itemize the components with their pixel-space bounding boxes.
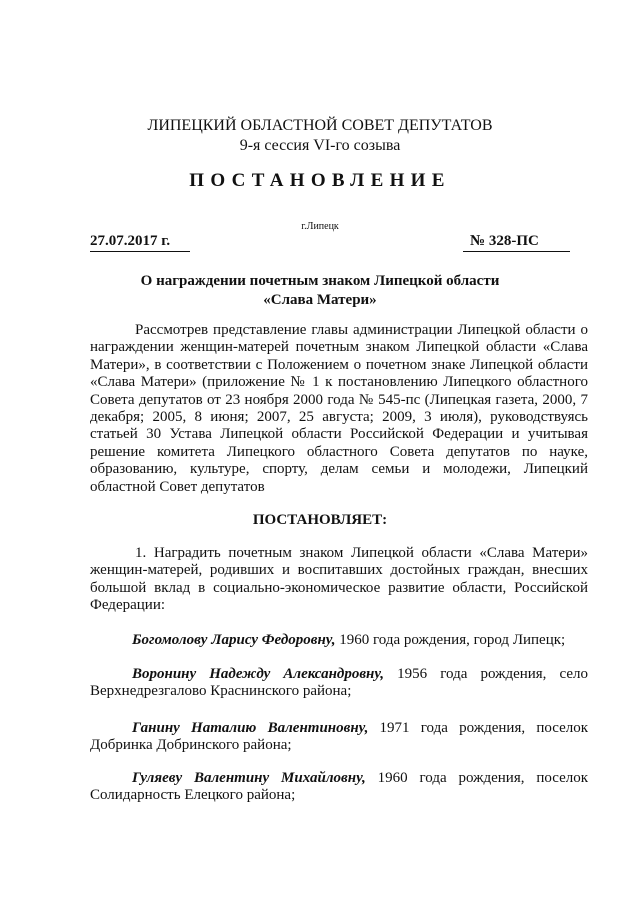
resolves-heading: ПОСТАНОВЛЯЕТ: bbox=[252, 512, 388, 528]
document-number: № 328-ПС bbox=[463, 233, 570, 252]
recipient-entry bbox=[90, 770, 588, 805]
document-type-title: ПОСТАНОВЛЕНИЕ bbox=[189, 170, 451, 191]
subject-line-2: «Слава Матери» bbox=[263, 292, 377, 308]
recipient-entry bbox=[90, 666, 588, 701]
document-subject bbox=[0, 272, 640, 310]
recipient-name: Гуляеву Валентину Михайловну, bbox=[132, 770, 366, 786]
session-line: 9-я сессия VI-го созыва bbox=[239, 137, 401, 154]
recipient-details: 1960 года рождения, поселок Солидарность Елецкого района; bbox=[90, 770, 589, 804]
recipient-name: Воронину Надежду Александровну, bbox=[132, 666, 385, 682]
preamble-paragraph: Рассмотрев представление главы администрации Липецкой области о награждении женщин-матерей почетным знаком Липецкой области «Слава Матери», в соответствии с Положением о почетном знаке Липецкой области «Слава Матери» (приложение № 1 к постановлению Липецкого областного Совета депутатов от 23 ноября 2000 года № 545-пс (Липецкая газета, 2000, 7 декабря; 2005, 8 июня; 2007, 25 августа; 2009, 3 июля), руководствуясь статьей 30 Устава Липецкой области Российской Федерации и учитывая решение комитета Липецкого областного Совета депутатов по науке, образованию, культуре, спорту, делам семьи и молодежи, Липецкий областной Совет депутатов bbox=[90, 322, 588, 495]
recipient-details: 1971 года рождения, поселок Добринка Добринского района; bbox=[90, 720, 588, 754]
recipient-entry bbox=[90, 720, 588, 755]
subject-line-1: О награждении почетным знаком Липецкой области bbox=[140, 273, 500, 289]
recipient-name: Богомолову Ларису Федоровну, bbox=[132, 632, 336, 648]
council-name: ЛИПЕЦКИЙ ОБЛАСТНОЙ СОВЕТ ДЕПУТАТОВ bbox=[147, 117, 493, 134]
recipient-name: Ганину Наталию Валентиновну, bbox=[132, 720, 369, 736]
item-1-paragraph: 1. Наградить почетным знаком Липецкой области «Слава Матери» женщин-матерей, родивших и воспитавших достойных граждан, внесших большой вклад в социально-экономическое развитие области, Российской Федерации: bbox=[90, 545, 588, 614]
recipient-entry bbox=[90, 632, 588, 649]
recipient-details: 1960 года рождения, город Липецк; bbox=[335, 632, 566, 648]
city-label: г.Липецк bbox=[301, 221, 339, 232]
document-date: 27.07.2017 г. bbox=[90, 233, 190, 252]
recipient-details: 1956 года рождения, село Верхнедрезгалово Краснинского района; bbox=[90, 666, 589, 700]
